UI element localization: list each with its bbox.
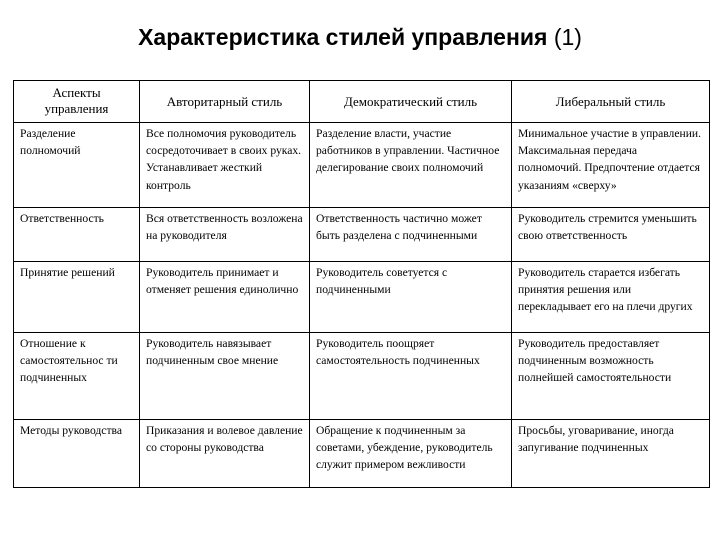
aspect-cell: Отношение к самостоятельнос ти подчиненных [14,333,140,420]
table-row [14,420,710,488]
liberal-cell: Руководитель старается избегать принятия решения или перекладывает его на плечи других [512,262,710,333]
authoritarian-cell: Все полномочия руководитель сосредоточивает в своих руках. Устанавливает жесткий контроль [140,123,310,208]
header-aspects: Аспекты управления [14,81,140,123]
authoritarian-cell: Вся ответственность возложена на руководителя [140,208,310,262]
table-row [14,123,710,208]
democratic-cell: Руководитель поощряет самостоятельность подчиненных [310,333,512,420]
democratic-cell: Разделение власти, участие работников в управлении. Частичное делегирование своих полномочий [310,123,512,208]
slide-title [0,22,720,52]
liberal-cell: Руководитель предоставляет подчиненным возможность полнейшей самостоятельности [512,333,710,420]
democratic-cell: Руководитель советуется с подчиненными [310,262,512,333]
table-row [14,262,710,333]
liberal-cell: Минимальное участие в управлении. Максимальная передача полномочий. Предпочтение отдается указаниям «сверху» [512,123,710,208]
header-democratic: Демократический стиль [310,81,512,123]
management-styles-table [13,80,710,488]
header-authoritarian: Авторитарный стиль [140,81,310,123]
table-row [14,208,710,262]
authoritarian-cell: Приказания и волевое давление со стороны руководства [140,420,310,488]
aspect-cell: Разделение полномочий [14,123,140,208]
authoritarian-cell: Руководитель навязывает подчиненным свое мнение [140,333,310,420]
democratic-cell: Ответственность частично может быть разделена с подчиненными [310,208,512,262]
header-liberal: Либеральный стиль [512,81,710,123]
slide-title-suffix: (1) [553,24,582,50]
aspect-cell: Принятие решений [14,262,140,333]
liberal-cell: Руководитель стремится уменьшить свою ответственность [512,208,710,262]
table-row [14,333,710,420]
authoritarian-cell: Руководитель принимает и отменяет решения единолично [140,262,310,333]
aspect-cell: Методы руководства [14,420,140,488]
slide-title-main: Характеристика стилей управления [138,24,548,50]
liberal-cell: Просьбы, уговаривание, иногда запугивание подчиненных [512,420,710,488]
democratic-cell: Обращение к подчиненным за советами, убеждение, руководитель служит примером вежливости [310,420,512,488]
table-header-row [14,81,710,123]
aspect-cell: Ответственность [14,208,140,262]
